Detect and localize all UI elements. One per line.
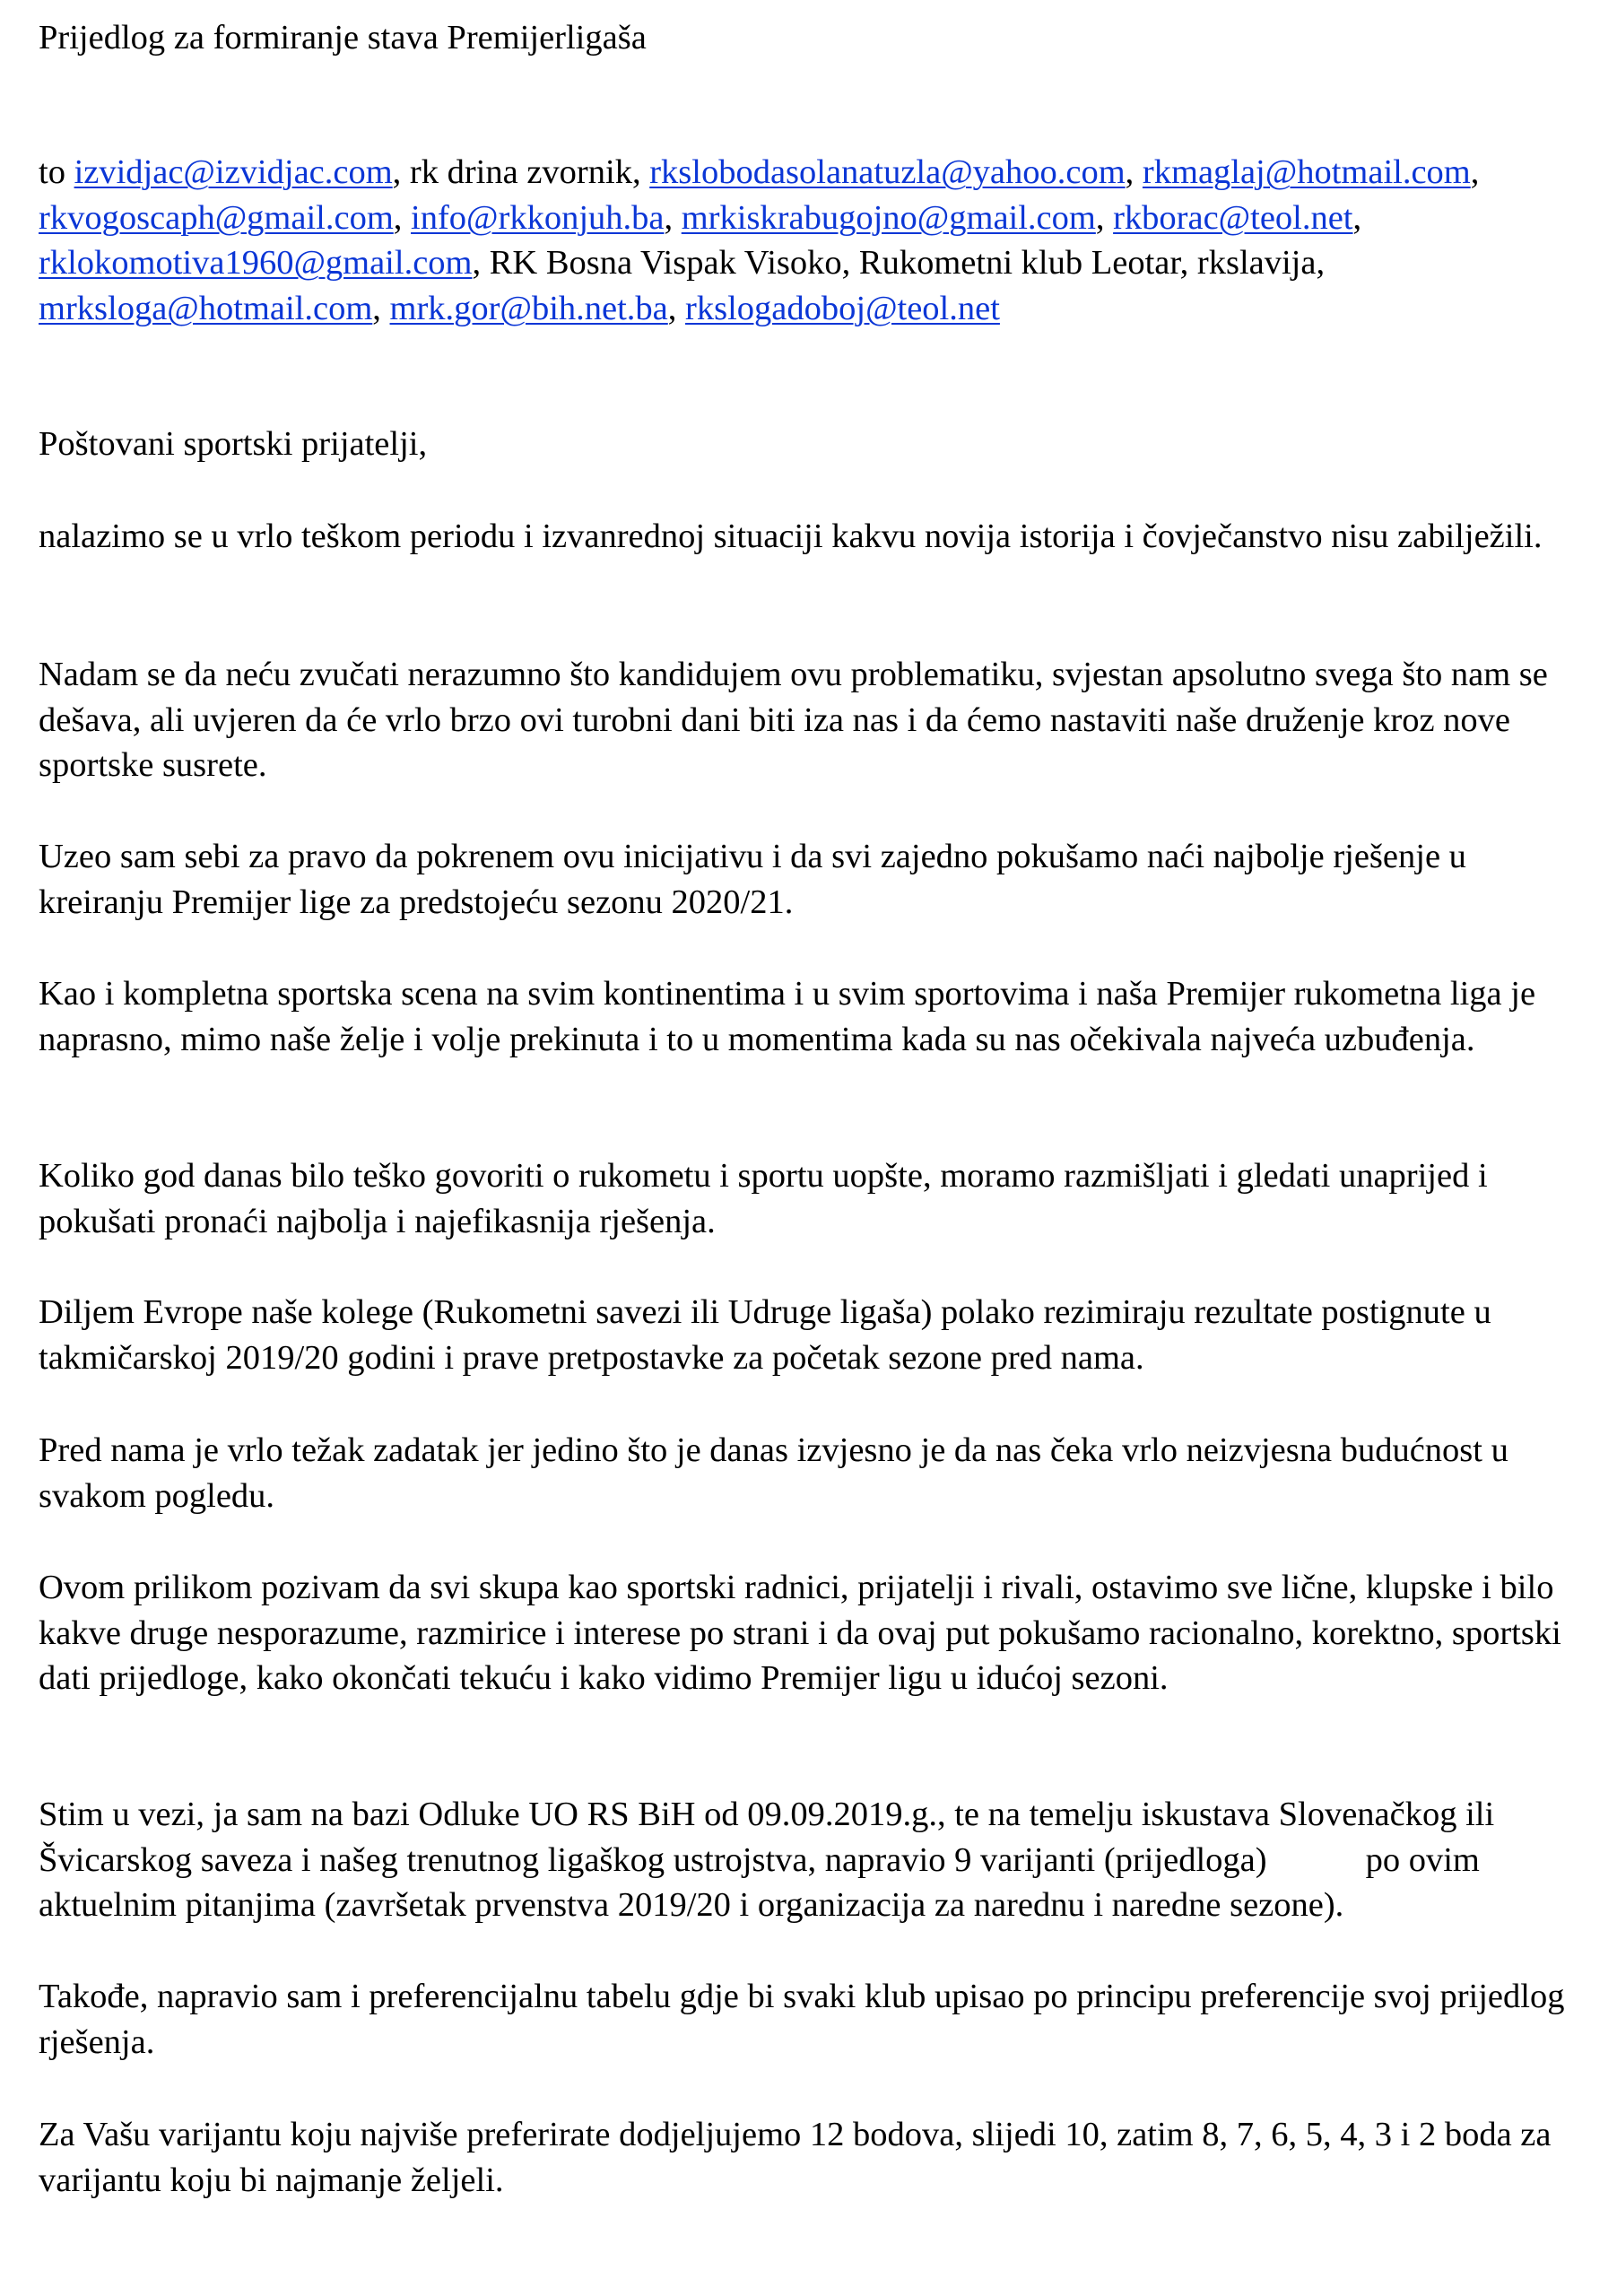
email-link-lokomotiva[interactable]: rklokomotiva1960@gmail.com — [39, 244, 473, 282]
recipient-name-leotar: Rukometni klub Leotar — [858, 244, 1180, 282]
paragraph-points: Za Vašu varijantu koju najviše preferirate dodjeljujemo 12 bodova, slijedi 10, zatim 8, 7, 6, 5, 4, 3 i 2 boda za varijantu koju bi najmanje željeli. — [39, 2116, 1552, 2199]
paragraph-variants-part-1: Stim u vezi, ja sam na bazi Odluke UO RS BiH od 09.09.2019.g., te na temelju iskustava Slovenačkog ili Švicarskog saveza i našeg trenutnog ligaškog ustrojstva, napravio 9 varijanti (prijedloga) — [39, 1796, 1495, 1879]
recipient-name-drina: rk drina zvornik — [409, 153, 632, 191]
email-link-maglaj[interactable]: rkmaglaj@hotmail.com — [1142, 153, 1471, 191]
greeting: Poštovani sportski prijatelji, — [39, 425, 428, 463]
email-link-sloboda[interactable]: rkslobodasolanatuzla@yahoo.com — [649, 153, 1126, 191]
email-link-sloga[interactable]: mrksloga@hotmail.com — [39, 289, 373, 327]
paragraph-think-ahead: Koliko god danas bilo teško govoriti o rukometu i sportu uopšte, moramo razmišljati i gledati unaprijed i pokušati pronaći najbolja i najefikasnija rješenja. — [39, 1157, 1488, 1240]
paragraph-variants — [39, 1792, 1581, 1928]
recipients-prefix: to — [39, 153, 74, 191]
paragraph-difficult-task: Pred nama je vrlo težak zadatak jer jedino što je danas izvjesno je da nas čeka vrlo neizvjesna budućnost u svakom pogledu. — [39, 1431, 1508, 1515]
email-link-izvidjac[interactable]: izvidjac@izvidjac.com — [74, 153, 393, 191]
paragraph-invitation: Ovom prilikom pozivam da svi skupa kao sportski radnici, prijatelji i rivali, ostavimo sve lične, klupske i bilo kakve druge nesporazume, razmirice i interese po strani i da ovaj put pokušamo racionalno, korektno, sportski dati prijedloge, kako okončati tekuću i kako vidimo Premijer ligu u idućoj sezoni. — [39, 1569, 1561, 1697]
email-link-vogosca[interactable]: rkvogoscaph@gmail.com — [39, 198, 394, 237]
email-link-gor[interactable]: mrk.gor@bih.net.ba — [389, 289, 668, 327]
letter-title: Prijedlog za formiranje stava Premijerligaša — [39, 19, 647, 57]
recipient-name-slavija: rkslavija — [1196, 244, 1317, 282]
email-link-konjuh[interactable]: info@rkkonjuh.ba — [411, 198, 665, 237]
paragraph-preference-table: Takođe, napravio sam i preferencijalnu tabelu gdje bi svaki klub upisao po principu preferencije svoj prijedlog rješenja. — [39, 1978, 1565, 2061]
email-link-borac[interactable]: rkborac@teol.net — [1113, 198, 1353, 237]
email-link-sloga-doboj[interactable]: rkslogadoboj@teol.net — [685, 289, 1000, 327]
paragraph-hope: Nadam se da neću zvučati nerazumno što kandidujem ovu problematiku, svjestan apsolutno svega što nam se dešava, ali uvjeren da će vrlo brzo ovi turobni dani biti iza nas i da ćemo nastaviti naše druženje kroz nove sportske susrete. — [39, 656, 1548, 784]
paragraph-situation: nalazimo se u vrlo teškom periodu i izvanrednoj situaciji kakvu novija istorija i čovječanstvo nisu zabilježili. — [39, 517, 1543, 555]
paragraph-variants-part-2: po ovim aktuelnim pitanjima (završetak prvenstva 2019/20 i organizacija za narednu i naredne sezone). — [39, 1840, 1480, 1924]
paragraph-europe: Diljem Evrope naše kolege (Rukometni savezi ili Udruge ligaša) polako rezimiraju rezultate postignute u takmičarskoj 2019/20 godini i prave pretpostavke za početak sezone pred nama. — [39, 1293, 1491, 1377]
paragraph-league-stopped: Kao i kompletna sportska scena na svim kontinentima i u svim sportovima i naša Premijer rukometna liga je naprasno, mimo naše želje i volje prekinuta i to u momentima kada su nas očekivala najveća uzbuđenja. — [39, 975, 1536, 1058]
paragraph-initiative: Uzeo sam sebi za pravo da pokrenem ovu inicijativu i da svi zajedno pokušamo naći najbolje rješenje u kreiranju Premijer lige za predstojeću sezonu 2020/21. — [39, 838, 1466, 921]
recipient-name-bosna: RK Bosna Vispak Visoko — [489, 244, 842, 282]
recipients-line: to izvidjac@izvidjac.com, rk drina zvornik, rkslobodasolanatuzla@yahoo.com, rkmaglaj@hotmail.com, rkvogoscaph@gmail.com, info@rkkonjuh.ba, mrkiskrabugojno@gmail.com, rkborac@teol.net, rklokomotiva1960@gmail.com, RK Bosna Vispak Visoko, Rukometni klub Leotar, rkslavija, mrksloga@hotmail.com, mrk.gor@bih.net.ba, rkslogadoboj@teol.net — [39, 153, 1480, 327]
email-link-iskra[interactable]: mrkiskrabugojno@gmail.com — [681, 198, 1096, 237]
